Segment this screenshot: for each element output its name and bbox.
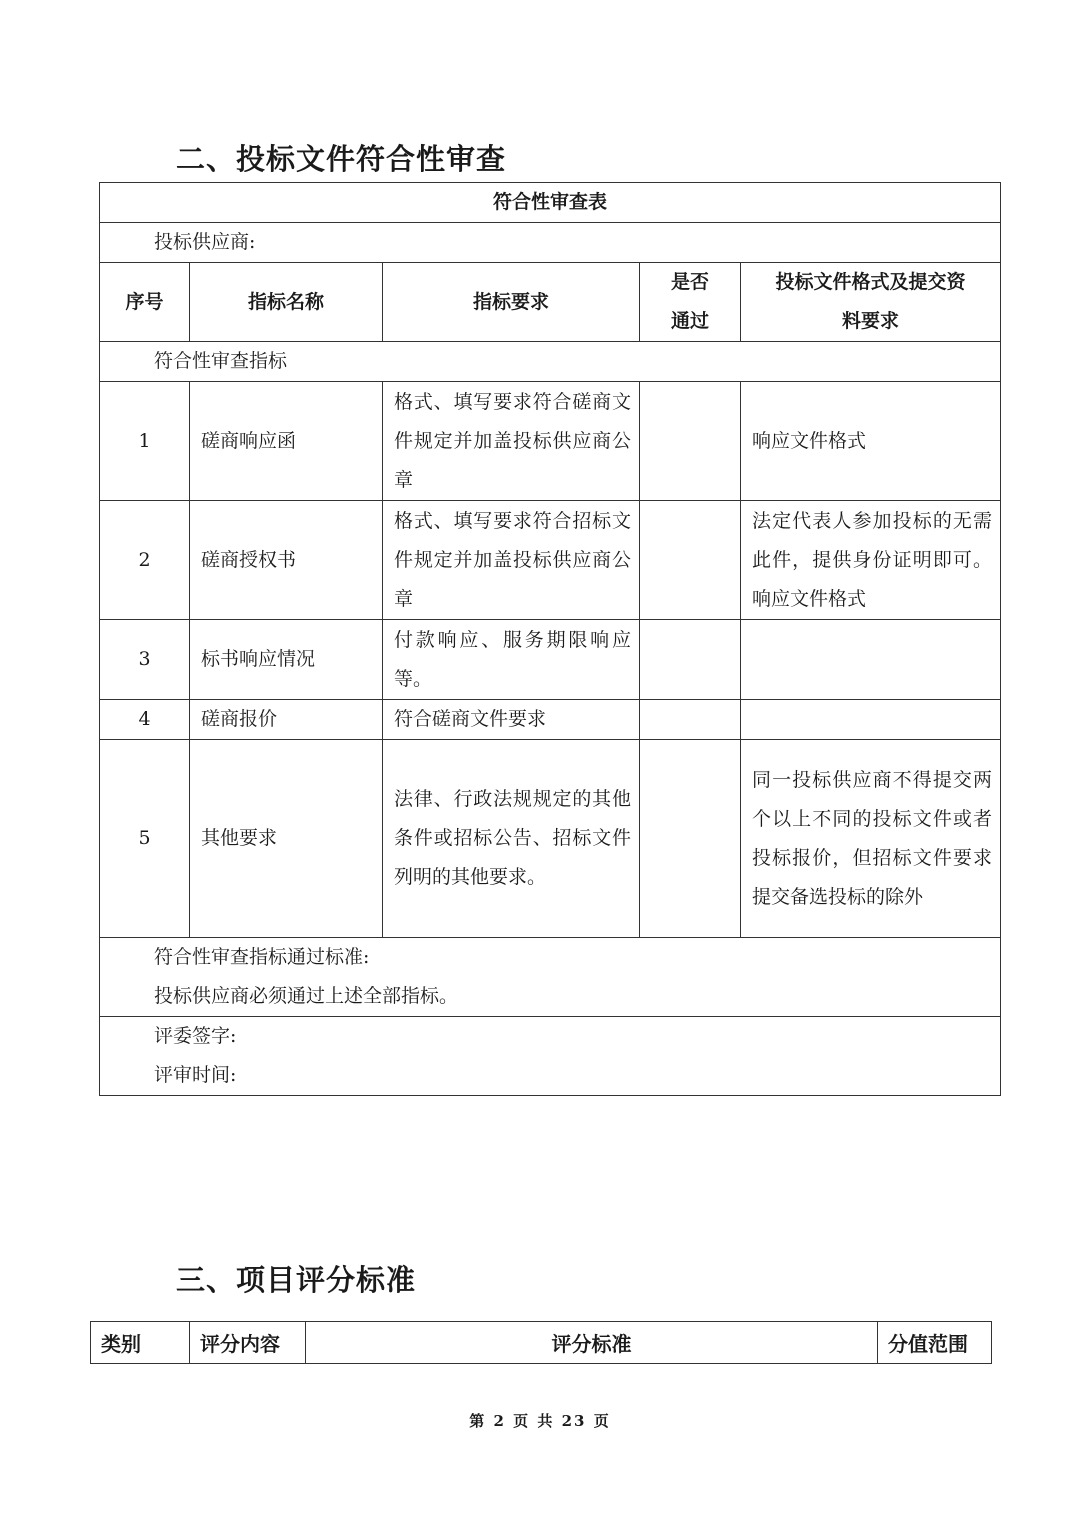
row-pass xyxy=(640,382,741,501)
row-seq: 2 xyxy=(100,501,190,620)
row-seq: 1 xyxy=(100,382,190,501)
row-format: 法定代表人参加投标的无需此件，提供身份证明即可。响应文件格式 xyxy=(741,501,1001,620)
section-title-scoring: 三、项目评分标准 xyxy=(176,1263,417,1297)
row-name: 其他要求 xyxy=(190,740,383,938)
row-format: 响应文件格式 xyxy=(741,382,1001,501)
table-caption: 符合性审查表 xyxy=(100,183,1001,223)
row-requirement: 付款响应、服务期限响应等。 xyxy=(383,620,640,700)
group-label: 符合性审查指标 xyxy=(100,342,1001,382)
row-seq: 4 xyxy=(100,700,190,740)
table-row xyxy=(100,700,1001,740)
header-format-line2: 料要求 xyxy=(842,310,900,332)
row-requirement: 格式、填写要求符合招标文件规定并加盖投标供应商公章 xyxy=(383,501,640,620)
header-pass-line2: 通过 xyxy=(670,310,709,332)
standard-row xyxy=(100,938,1001,1017)
sign-cell xyxy=(100,1017,1001,1096)
row-name: 标书响应情况 xyxy=(190,620,383,700)
header-row xyxy=(100,263,1001,342)
table-row xyxy=(100,501,1001,620)
header-seq: 序号 xyxy=(100,263,190,342)
header-pass xyxy=(640,263,741,342)
header-format-line1: 投标文件格式及提交资 xyxy=(775,271,966,293)
row-seq: 5 xyxy=(100,740,190,938)
row-requirement: 法律、行政法规规定的其他条件或招标公告、招标文件列明的其他要求。 xyxy=(383,740,640,938)
page-footer: 第 2 页 共 23 页 xyxy=(469,1412,611,1430)
header-pass-line1: 是否 xyxy=(670,271,709,293)
header-category: 类别 xyxy=(91,1322,190,1364)
row-requirement: 格式、填写要求符合磋商文件规定并加盖投标供应商公章 xyxy=(383,382,640,501)
row-name: 磋商响应函 xyxy=(190,382,383,501)
header-score-range: 分值范围 xyxy=(878,1322,992,1364)
header-requirement: 指标要求 xyxy=(383,263,640,342)
table-row xyxy=(100,740,1001,938)
scoring-table xyxy=(90,1321,992,1364)
standard-label: 符合性审查指标通过标准: xyxy=(154,946,370,968)
table-row xyxy=(100,620,1001,700)
supplier-label: 投标供应商: xyxy=(100,223,1001,263)
row-pass xyxy=(640,620,741,700)
scoring-header-row xyxy=(91,1322,992,1364)
header-format xyxy=(741,263,1001,342)
row-pass xyxy=(640,740,741,938)
header-criteria: 评分标准 xyxy=(306,1322,878,1364)
header-content: 评分内容 xyxy=(190,1322,306,1364)
row-pass xyxy=(640,700,741,740)
group-row xyxy=(100,342,1001,382)
section-title-compliance: 二、投标文件符合性审查 xyxy=(176,142,507,176)
row-format: 同一投标供应商不得提交两个以上不同的投标文件或者投标报价，但招标文件要求提交备选投标的除外 xyxy=(741,740,1001,938)
standard-cell xyxy=(100,938,1001,1017)
row-name: 磋商报价 xyxy=(190,700,383,740)
row-name: 磋商授权书 xyxy=(190,501,383,620)
row-format xyxy=(741,700,1001,740)
row-format xyxy=(741,620,1001,700)
supplier-row xyxy=(100,223,1001,263)
table-caption-row xyxy=(100,183,1001,223)
table-row xyxy=(100,382,1001,501)
row-pass xyxy=(640,501,741,620)
standard-text: 投标供应商必须通过上述全部指标。 xyxy=(154,985,459,1007)
compliance-review-table xyxy=(99,182,1001,1096)
header-name: 指标名称 xyxy=(190,263,383,342)
row-requirement: 符合磋商文件要求 xyxy=(383,700,640,740)
row-seq: 3 xyxy=(100,620,190,700)
sign-label: 评委签字: xyxy=(154,1025,237,1047)
time-label: 评审时间: xyxy=(154,1064,237,1086)
sign-row xyxy=(100,1017,1001,1096)
